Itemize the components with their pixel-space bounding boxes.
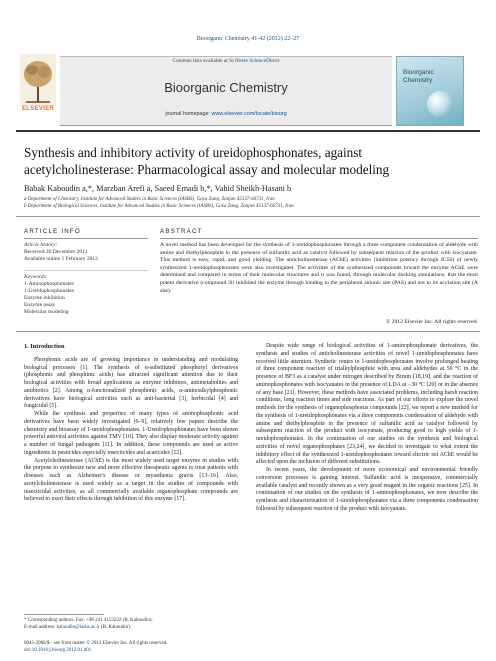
keywords-block (24, 274, 148, 316)
contents-prefix: Contents lists available at (172, 58, 230, 64)
article-history (24, 242, 148, 263)
body-paragraph: While the synthesis and properties of many types of aminophosphonic acid derivatives have been widely investigated [6–9], relatively few papers describe the chemistry and bioassay of 1-ureidophosphonates. 1-Ureidophosphonates have been shown powerful antiviral activities against TMV [10]. They also display moderate activity against a number of fungal pathogens [11]. In addition, these compounds are used as active ingredients in pesticides especially insecticides and acaricides [12]. (24, 411, 238, 456)
contents-line (60, 58, 392, 64)
journal-cover-thumbnail[interactable] (396, 56, 464, 126)
affiliation-a: a Department of Chemistry, Institute for Advanced Studies in Basic Sciences (IASBS), Gava Zang, Zanjan 45137-66731, Iran (24, 197, 275, 202)
introduction-heading: 1. Introduction (24, 343, 65, 350)
received-date: Received 26 December 2011 (24, 249, 88, 255)
available-date: Available online 1 February 2012 (24, 256, 98, 262)
homepage-link[interactable]: www.elsevier.com/locate/bioorg (211, 111, 287, 117)
journal-homepage (60, 111, 392, 117)
email-prefix: E-mail address: (24, 624, 57, 630)
history-label: Article history: (24, 242, 58, 248)
header-divider (16, 130, 480, 132)
email-suffix: (B. Kaboudin). (99, 624, 132, 630)
keywords-label: Keywords: (24, 274, 48, 280)
footnotes (24, 618, 238, 631)
author-list: Babak Kaboudin a,*, Marzban Arefi a, Saeed Emadi b,*, Vahid Sheikh-Hasani b (24, 184, 292, 193)
issn-line: 0045-2068/$ - see front matter © 2012 Elsevier Inc. All rights reserved. (24, 641, 168, 646)
footnote-rule (24, 614, 104, 615)
body-paragraph: Acetylcholinesterase (AChE) is the most widely used target enzyme in studies with the purpose to synthesize new and more effective therapeutic agents to treat patients with diseases such as Alzheimer's disease or myasthenia gravis [13–16]. Also, acetylcholinesterase is used widely as a target in the studies of compounds with insecticidal activities, as all commercially available organophosphate compounds are believed to exert their effects through inhibition of this enzyme [17]. (24, 457, 238, 503)
elsevier-tree-icon (20, 54, 56, 106)
email-link[interactable]: kaboudin@iasbs.ac.ir (56, 624, 100, 630)
keyword-item: Enzyme assay (24, 302, 56, 308)
keyword-item: 1-Ureidophosphonates (24, 288, 74, 294)
article-title (24, 144, 464, 178)
title-divider (16, 216, 480, 217)
abstract-heading: ABSTRACT (160, 228, 203, 235)
abstract-rule (160, 238, 478, 239)
homepage-prefix: journal homepage: (165, 111, 212, 117)
article-title-line-1: Synthesis and inhibitory activity of ureidophosphonates, against (24, 145, 363, 160)
sciencedirect-link[interactable]: SciVerse ScienceDirect (229, 58, 280, 64)
article-info-rule (24, 238, 148, 239)
doi-link[interactable]: doi:10.1016/j.bioorg.2012.01.001 (24, 647, 92, 653)
abstract-text: A novel method has been developed for the synthesis of 1-ureidophosphonates through a three component condensation of aldehyde with amine and diethylphosphite in the presence of sulfanilic acid as catalyst followed by subsequent reaction of the product with isocyanate. This method is easy, rapid, and good yielding. The anticholinesterase (AChE) activities (inhibition potency through IC50) of newly synthesized 1-ureidophosphonates were also investigated. The activities of the synthesized compounds toward the enzyme AChE were determined and compared in terms of their molecular structures and it was found, through molecular docking simulations, that the most potent derivative (compound 3i) inhibited the enzyme through binding to the peripheral anionic site (PAS) and not to its acylation site (A site). (160, 242, 478, 294)
journal-reference[interactable]: Bioorganic Chemistry 41-42 (2012) 22–27 (196, 36, 300, 42)
article-title-line-2: acetylcholinesterase: Pharmacological assay and molecular modeling (24, 162, 390, 177)
affiliation-b: b Department of Biological Sciences, Institute for Advanced Studies in Basic Sciences (IASBS), Gava Zang, Zanjan 45137-66731, Iran (24, 204, 294, 209)
body-paragraph: Phosphonic acids are of growing importance in understanding and modulating biological processes [1]. The synthesis of α-substituted phosphoryl derivatives (phosphonic and phosphinic acids) has attracted significant attention due to their biological activities with broad applications as enzyme inhibitors, antimetabolites and antibiotics [2]. Among α-functionalized phosphonic acids, α-aminoalkylphosphonic derivatives have biological activities such as anti-bacterial [3], herbicidal [4] and fungicidal [5]. (24, 356, 238, 410)
abstract-bottom-rule (16, 331, 480, 332)
cover-image (427, 91, 453, 117)
right-column (256, 343, 478, 514)
left-column (24, 343, 238, 504)
elsevier-logo[interactable] (16, 54, 60, 124)
publication-info (24, 641, 324, 654)
journal-name: Bioorganic Chemistry (164, 80, 288, 95)
body-paragraph: In recent years, the development of more economical and environmental friendly conversion processes is gaining interest. Sulfanilic acid is inexpensive, commercially available catalyst and recently shown as a very good reagent in the organic reactions [25]. In continuation of our studies on the synthesis of 1-aminophosphonates, we now describe the synthesis and characterization of 1-ureidophosphonates via a three components condensation followed by subsequent reaction of the product with isocyanate. (256, 467, 478, 512)
email-note (24, 625, 238, 632)
cover-title-line-1: Bioorganic (403, 69, 434, 76)
keyword-item: 1-Aminophosphonates (24, 281, 74, 287)
body-paragraph: Despite wide range of biological activities of 1-aminophosphonate derivatives, the synthesis and studies of anticholinesterase activities of novel 1-ureidophosphonates have received little attention. Synthetic routes to 1-ureidophosphonates involve prolonged heating of three component reaction of trialkylphosphite with urea and aldehydes at 50 °C in the presence of BF3 as a catalyst under nitrogen described by Birum [18,19], and the reaction of aminophosphonates with isocyanates in the presence of LDA at −30 °C [20] or in the absence of any base [21]. However, these methods have associated problems, including harsh reaction conditions, long reaction times and side reactions. As part of our efforts to explore the novel methods for the synthesis of organophosphorus compounds [22], we report a new method for the synthesis of 1-ureidophosphonates via a three components condensation of aldehyde with amine and diethylphosphite in the presence of sulfanilic acid as catalyst followed by subsequent reaction of the product with isocyanate, producing good to high yields of 1-ureidophosphonates. In the continuation of our studies on the synthesis and biological activities of novel organophosphates [23,24], we decided to investigate to what extent the inhibitory effect of the synthesized 1-ureidophosphonates toward electric eel AChE would be affected upon the inclusion of different substitutions. (256, 343, 478, 466)
cover-title-line-2: Chemistry (403, 77, 433, 84)
keyword-item: Molecular modeling (24, 309, 69, 315)
elsevier-logo-text: ELSEVIER (21, 106, 55, 112)
corresponding-author-note: * Corresponding authors. Fax: +98 241 4153232 (B. Kaboudin). (24, 618, 153, 623)
cover-title (403, 69, 434, 85)
article-info-heading: ARTICLE INFO (24, 228, 81, 235)
history-rule (24, 270, 148, 271)
abstract-copyright: © 2012 Elsevier Inc. All rights reserved. (385, 319, 478, 325)
keyword-item: Enzyme inhibition (24, 295, 65, 301)
